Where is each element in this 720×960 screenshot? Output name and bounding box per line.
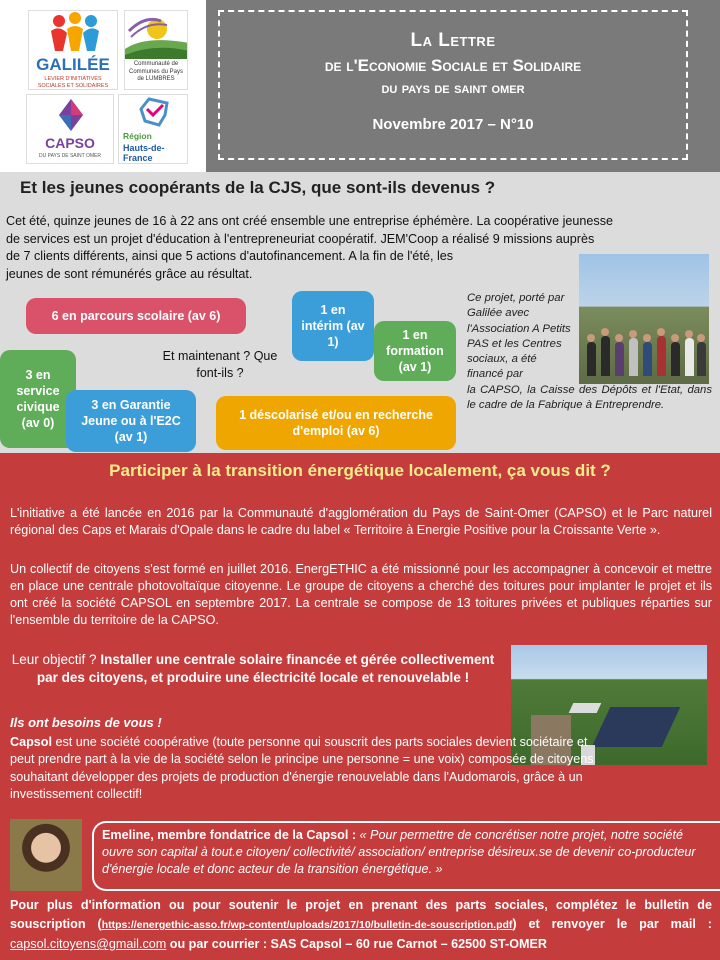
galilee-figures-icon — [29, 11, 118, 55]
subscription-form-link[interactable]: https://energethic-asso.fr/wp-content/uploads/2017/10/bulletin-de-souscription.pdf — [101, 919, 513, 931]
cjs-photo-caption — [467, 291, 712, 413]
issue-number: Novembre 2017 – N°10 — [372, 116, 534, 133]
footer-text: ou par courrier : SAS Capsol – 60 rue Carnot – 62500 ST-OMER — [166, 937, 548, 951]
ccpl-logo — [124, 10, 188, 90]
cjs-section — [0, 172, 720, 453]
testimonial-quote: « Pour permettre de concrétiser notre projet, notre société ouvre son capital à tout.e citoyen/ collectivité/ association/ entreprise désireux.se de devenir co-producteur d'énergie locale et donc acteur de la transition énergétique. » — [102, 828, 696, 876]
cjs-intro-line: de 7 clients différents, ainsi que 5 actions d'autofinancement. A la fin de l'été, les — [6, 249, 454, 263]
outcome-service-civique: 3 en service civique (av 0) — [0, 350, 76, 448]
cjs-question: Et maintenant ? Que font-ils ? — [162, 349, 278, 380]
region-map-icon — [119, 95, 188, 129]
caption-text: la CAPSO, la Caisse des Dépôts et l'Etat, dans le cadre de la Fabrique à Entreprendre. — [467, 383, 712, 412]
region-logo — [118, 94, 188, 164]
capso-wordmark: CAPSO — [45, 135, 95, 151]
ccpl-name: Communauté de Communes du Pays de LUMBRES — [128, 61, 184, 82]
galilee-tagline: LEVIER D'INITIATIVES SOCIALES ET SOLIDAIRES — [37, 76, 109, 89]
title-box — [218, 10, 688, 160]
testimonial-author: Emeline, membre fondatrice de la Capsol : — [102, 828, 360, 842]
testimonial-box — [92, 821, 720, 891]
cjs-intro-line: jeunes de sont rémunérés grâce au résultat. — [6, 266, 253, 281]
region-label: Région — [123, 131, 152, 141]
energy-paragraph: Un collectif de citoyens s'est formé en juillet 2016. EnergETHIC a été missionné pour les accompagner à concevoir et mettre en place une centrale photovoltaïque citoyenne. Le groupe de citoyens a cherché des toitures pour implanter le projet et ils ont créé la société CAPSOL en septembre 2017. La centrale se compose de 13 toitures privées et publiques réparties sur l'ensemble du territoire de la CAPSO. — [10, 562, 712, 627]
emeline-avatar — [10, 819, 82, 891]
partner-logos — [22, 8, 192, 164]
cjs-heading: Et les jeunes coopérants de la CJS, que sont-ils devenus ? — [20, 178, 496, 197]
landscape-icon — [125, 11, 188, 59]
outcome-formation: 1 en formation (av 1) — [374, 321, 456, 381]
objective-text: Installer une centrale solaire financée et gérée collectivement par des citoyens, et produire une électricité locale et renouvelable ! — [36, 652, 495, 685]
region-name: Hauts-de-France — [123, 143, 165, 163]
capsol-name: Capsol — [10, 735, 52, 749]
energy-heading: Participer à la transition énergétique localement, ça vous dit ? — [109, 461, 611, 480]
outcome-recherche-emploi: 1 déscolarisé et/ou en recherche d'emploi (av 6) — [216, 396, 456, 450]
needs-you-heading: Ils ont besoins de vous ! — [10, 715, 162, 730]
energy-paragraph: L'initiative a été lancée en 2016 par la Communauté d'agglomération du Pays de Saint-Omer (CAPSO) et le Parc naturel régional des Caps et Marais d'Opale dans le cadre du label « Territoire à Energie Positive pour la Croissante Verte ». — [10, 506, 712, 537]
cjs-intro-line: Cet été, quinze jeunes de 16 à 22 ans ont créé ensemble une entreprise éphémère. La coopérative jeunesse — [6, 214, 614, 228]
contact-email-link[interactable]: capsol.citoyens@gmail.com — [10, 937, 167, 951]
caption-text: Ce projet, porté par Galilée avec l'Association A Petits PAS et les Centres sociaux, a été financé par — [467, 292, 571, 381]
outcome-scolaire: 6 en parcours scolaire (av 6) — [26, 298, 246, 334]
footer-text: ) et renvoyer le par mail : — [512, 917, 712, 931]
newsletter-subtitle: de l'Economie Sociale et Solidaire — [324, 56, 582, 75]
newsletter-region: du pays de saint omer — [381, 80, 525, 97]
subscription-footer — [10, 896, 712, 954]
title-panel — [206, 0, 720, 172]
capsol-description — [10, 734, 610, 803]
galilee-logo — [28, 10, 118, 90]
footer-text: Pour plus d'information ou pour soutenir le projet en prenant des parts sociales, complétez le bulletin de souscription ( — [10, 898, 712, 931]
energy-section — [0, 453, 720, 960]
capsol-text: est une société coopérative (toute personne qui souscrit des parts sociales devient sociétaire et peut prendre part à la vie de la société selon le principe une personne = une voix) composée de citoyens souhaitant développer des projets de production d'énergie renouvelable dans l'Audomarois, grâce à un investissement collectif! — [10, 735, 594, 801]
objective-lead: Leur objectif ? — [11, 652, 97, 667]
newsletter-header — [0, 0, 720, 170]
energy-objective — [8, 651, 498, 687]
capso-tagline: DU PAYS DE SAINT OMER — [39, 153, 101, 159]
capso-star-icon — [27, 95, 114, 135]
capso-logo — [26, 94, 114, 164]
cjs-intro-line: de services est un projet d'éducation à l'entrepreneuriat coopératif. JEM'Coop a réalisé 9 missions auprès — [6, 231, 595, 246]
outcome-interim: 1 en intérim (av 1) — [292, 291, 374, 361]
galilee-wordmark: GALILÉE — [36, 55, 110, 74]
outcome-garantie-jeune: 3 en Garantie Jeune ou à l'E2C (av 1) — [66, 390, 196, 452]
newsletter-title: La Lettre — [410, 30, 496, 51]
